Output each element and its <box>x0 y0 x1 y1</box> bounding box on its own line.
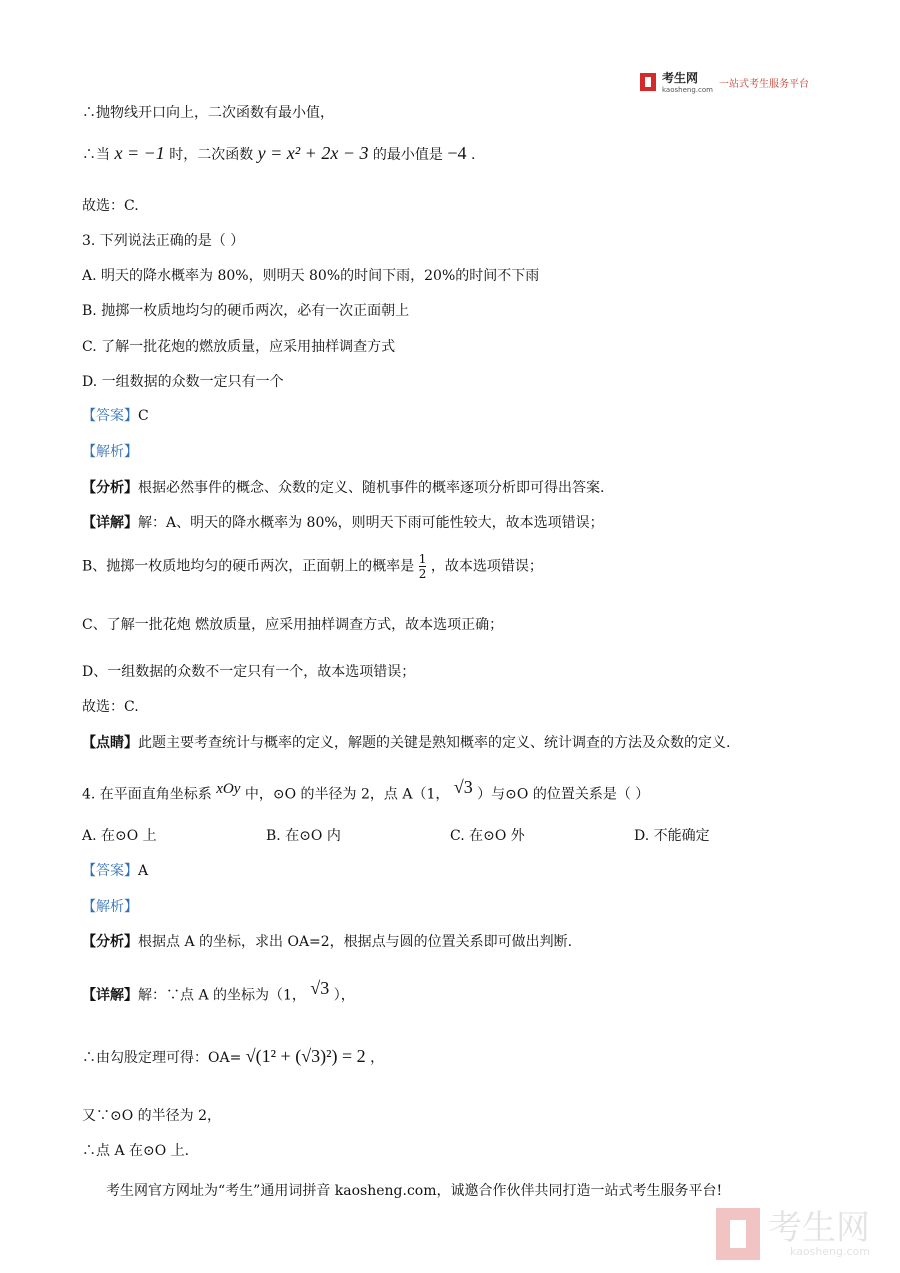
math-x-eq: x = −1 <box>114 143 165 163</box>
choice-3: 故选：C. <box>82 699 139 715</box>
logo-sub: kaosheng.com <box>662 86 713 94</box>
kaosheng-logo-icon <box>640 73 656 91</box>
question-4-option-c: C. 在⊙O 外 <box>450 828 525 844</box>
text: ）与⊙O 的位置关系是（ ） <box>477 786 650 803</box>
logo-text: 考生网 <box>662 71 699 85</box>
xj-tag: 【详解】 <box>82 515 138 531</box>
text: ，故本选项错误； <box>430 558 543 575</box>
watermark <box>716 1208 870 1260</box>
detail-4-a <box>82 975 355 1009</box>
frac-den: 2 <box>418 567 427 581</box>
answer-value: A <box>138 863 149 879</box>
question-4-option-b: B. 在⊙O 内 <box>266 828 341 844</box>
question-3-option-c: C. 了解一批花炮的燃放质量，应采用抽样调查方式 <box>82 339 396 355</box>
detail-3-d: D、一组数据的众数不一定只有一个，故本选项错误； <box>82 664 416 680</box>
question-3-option-b: B. 抛掷一枚质地均匀的硬币两次，必有一次正面朝上 <box>82 303 410 319</box>
question-3-title: 3. 下列说法正确的是（ ） <box>82 233 245 249</box>
header-slogan: 一站式考生服务平台 <box>718 78 809 90</box>
answer-tag: 【答案】 <box>82 863 138 879</box>
watermark-text-block <box>768 1210 870 1258</box>
text: ）， <box>333 987 355 1004</box>
detail-3-c: C、了解一批花炮 燃放质量，应采用抽样调查方式，故本选项正确； <box>82 617 504 633</box>
pythagoras-line <box>82 1042 384 1072</box>
text: B、抛掷一枚质地均匀的硬币两次，正面朝上的概率是 <box>82 558 415 575</box>
xj-text: 解：A、明天的降水概率为 80%，则明天下雨可能性较大，故本选项错误； <box>138 515 604 531</box>
text-line-2 <box>82 143 475 165</box>
answer-value: C <box>138 408 149 424</box>
math-function: y = x² + 2x − 3 <box>257 143 369 163</box>
fx-tag: 【分析】 <box>82 934 138 950</box>
text: 的最小值是 <box>372 147 443 163</box>
fraction-one-half <box>419 552 427 581</box>
question-4-title <box>82 774 649 808</box>
analysis-tag: 【解析】 <box>82 899 138 915</box>
dj-tag: 【点睛】 <box>82 735 138 751</box>
header-logo <box>640 70 809 94</box>
xj-text: 解：∵点 A 的坐标为（1， <box>138 987 306 1004</box>
comment-3 <box>82 733 730 753</box>
analysis-tag: 【解析】 <box>82 444 138 460</box>
analysis-3-fx <box>82 478 604 498</box>
text: ∴由勾股定理可得：OA= <box>82 1050 242 1066</box>
dj-text: 此题主要考查统计与概率的定义，解题的关键是熟知概率的定义、统计调查的方法及众数的定义. <box>138 735 731 751</box>
math-xoy: xOy <box>216 781 241 797</box>
detail-3-b <box>82 552 543 581</box>
answer-4 <box>82 861 148 881</box>
fx-tag: 【分析】 <box>82 480 138 496</box>
question-4-option-d: D. 不能确定 <box>634 828 710 844</box>
choice-line: 故选：C. <box>82 198 139 214</box>
radius-line: 又∵⊙O 的半径为 2， <box>82 1108 222 1124</box>
watermark-logo-icon <box>716 1208 760 1260</box>
footer-text: 考生网官方网址为“考生”通用词拼音 kaosheng.com，诚邀合作伙伴共同打造一站式考生服务平台! <box>106 1183 723 1199</box>
watermark-text: 考生网 <box>768 1208 870 1248</box>
math-sqrt3: √3 <box>453 777 473 797</box>
analysis-4-tag <box>82 897 138 917</box>
text: 4. 在平面直角坐标系 <box>82 786 212 803</box>
analysis-3-tag <box>82 442 138 462</box>
math-sqrt3: √3 <box>310 978 330 998</box>
detail-3-a <box>82 513 604 533</box>
question-4-option-a: A. 在⊙O 上 <box>82 828 157 844</box>
frac-num: 1 <box>418 552 427 566</box>
fx-text: 根据必然事件的概念、众数的定义、随机事件的概率逐项分析即可得出答案. <box>138 480 605 496</box>
text: ∴当 <box>82 147 110 163</box>
math-oa-formula: √(1² + (√3)²) = 2 <box>245 1046 366 1066</box>
analysis-4-fx <box>82 932 572 952</box>
text: 时，二次函数 <box>169 147 254 163</box>
xj-tag: 【详解】 <box>82 987 138 1004</box>
conclusion-line: ∴点 A 在⊙O 上. <box>82 1143 190 1159</box>
watermark-sub: kaosheng.com <box>789 1245 870 1258</box>
math-min-value: −4 <box>447 143 467 163</box>
text: ， <box>370 1050 385 1066</box>
question-3-option-d: D. 一组数据的众数一定只有一个 <box>82 374 284 390</box>
question-3-option-a: A. 明天的降水概率为 80%，则明天 80%的时间下雨，20%的时间不下雨 <box>82 268 540 284</box>
answer-tag: 【答案】 <box>82 408 138 424</box>
text: 中，⊙O 的半径为 2，点 A（1， <box>244 786 450 803</box>
answer-3 <box>82 406 149 426</box>
fx-text: 根据点 A 的坐标，求出 OA=2，根据点与圆的位置关系即可做出判断. <box>138 934 573 950</box>
text-line-1: ∴抛物线开口向上，二次函数有最小值， <box>82 105 334 121</box>
text: . <box>470 147 476 163</box>
logo-text-block <box>662 70 713 94</box>
